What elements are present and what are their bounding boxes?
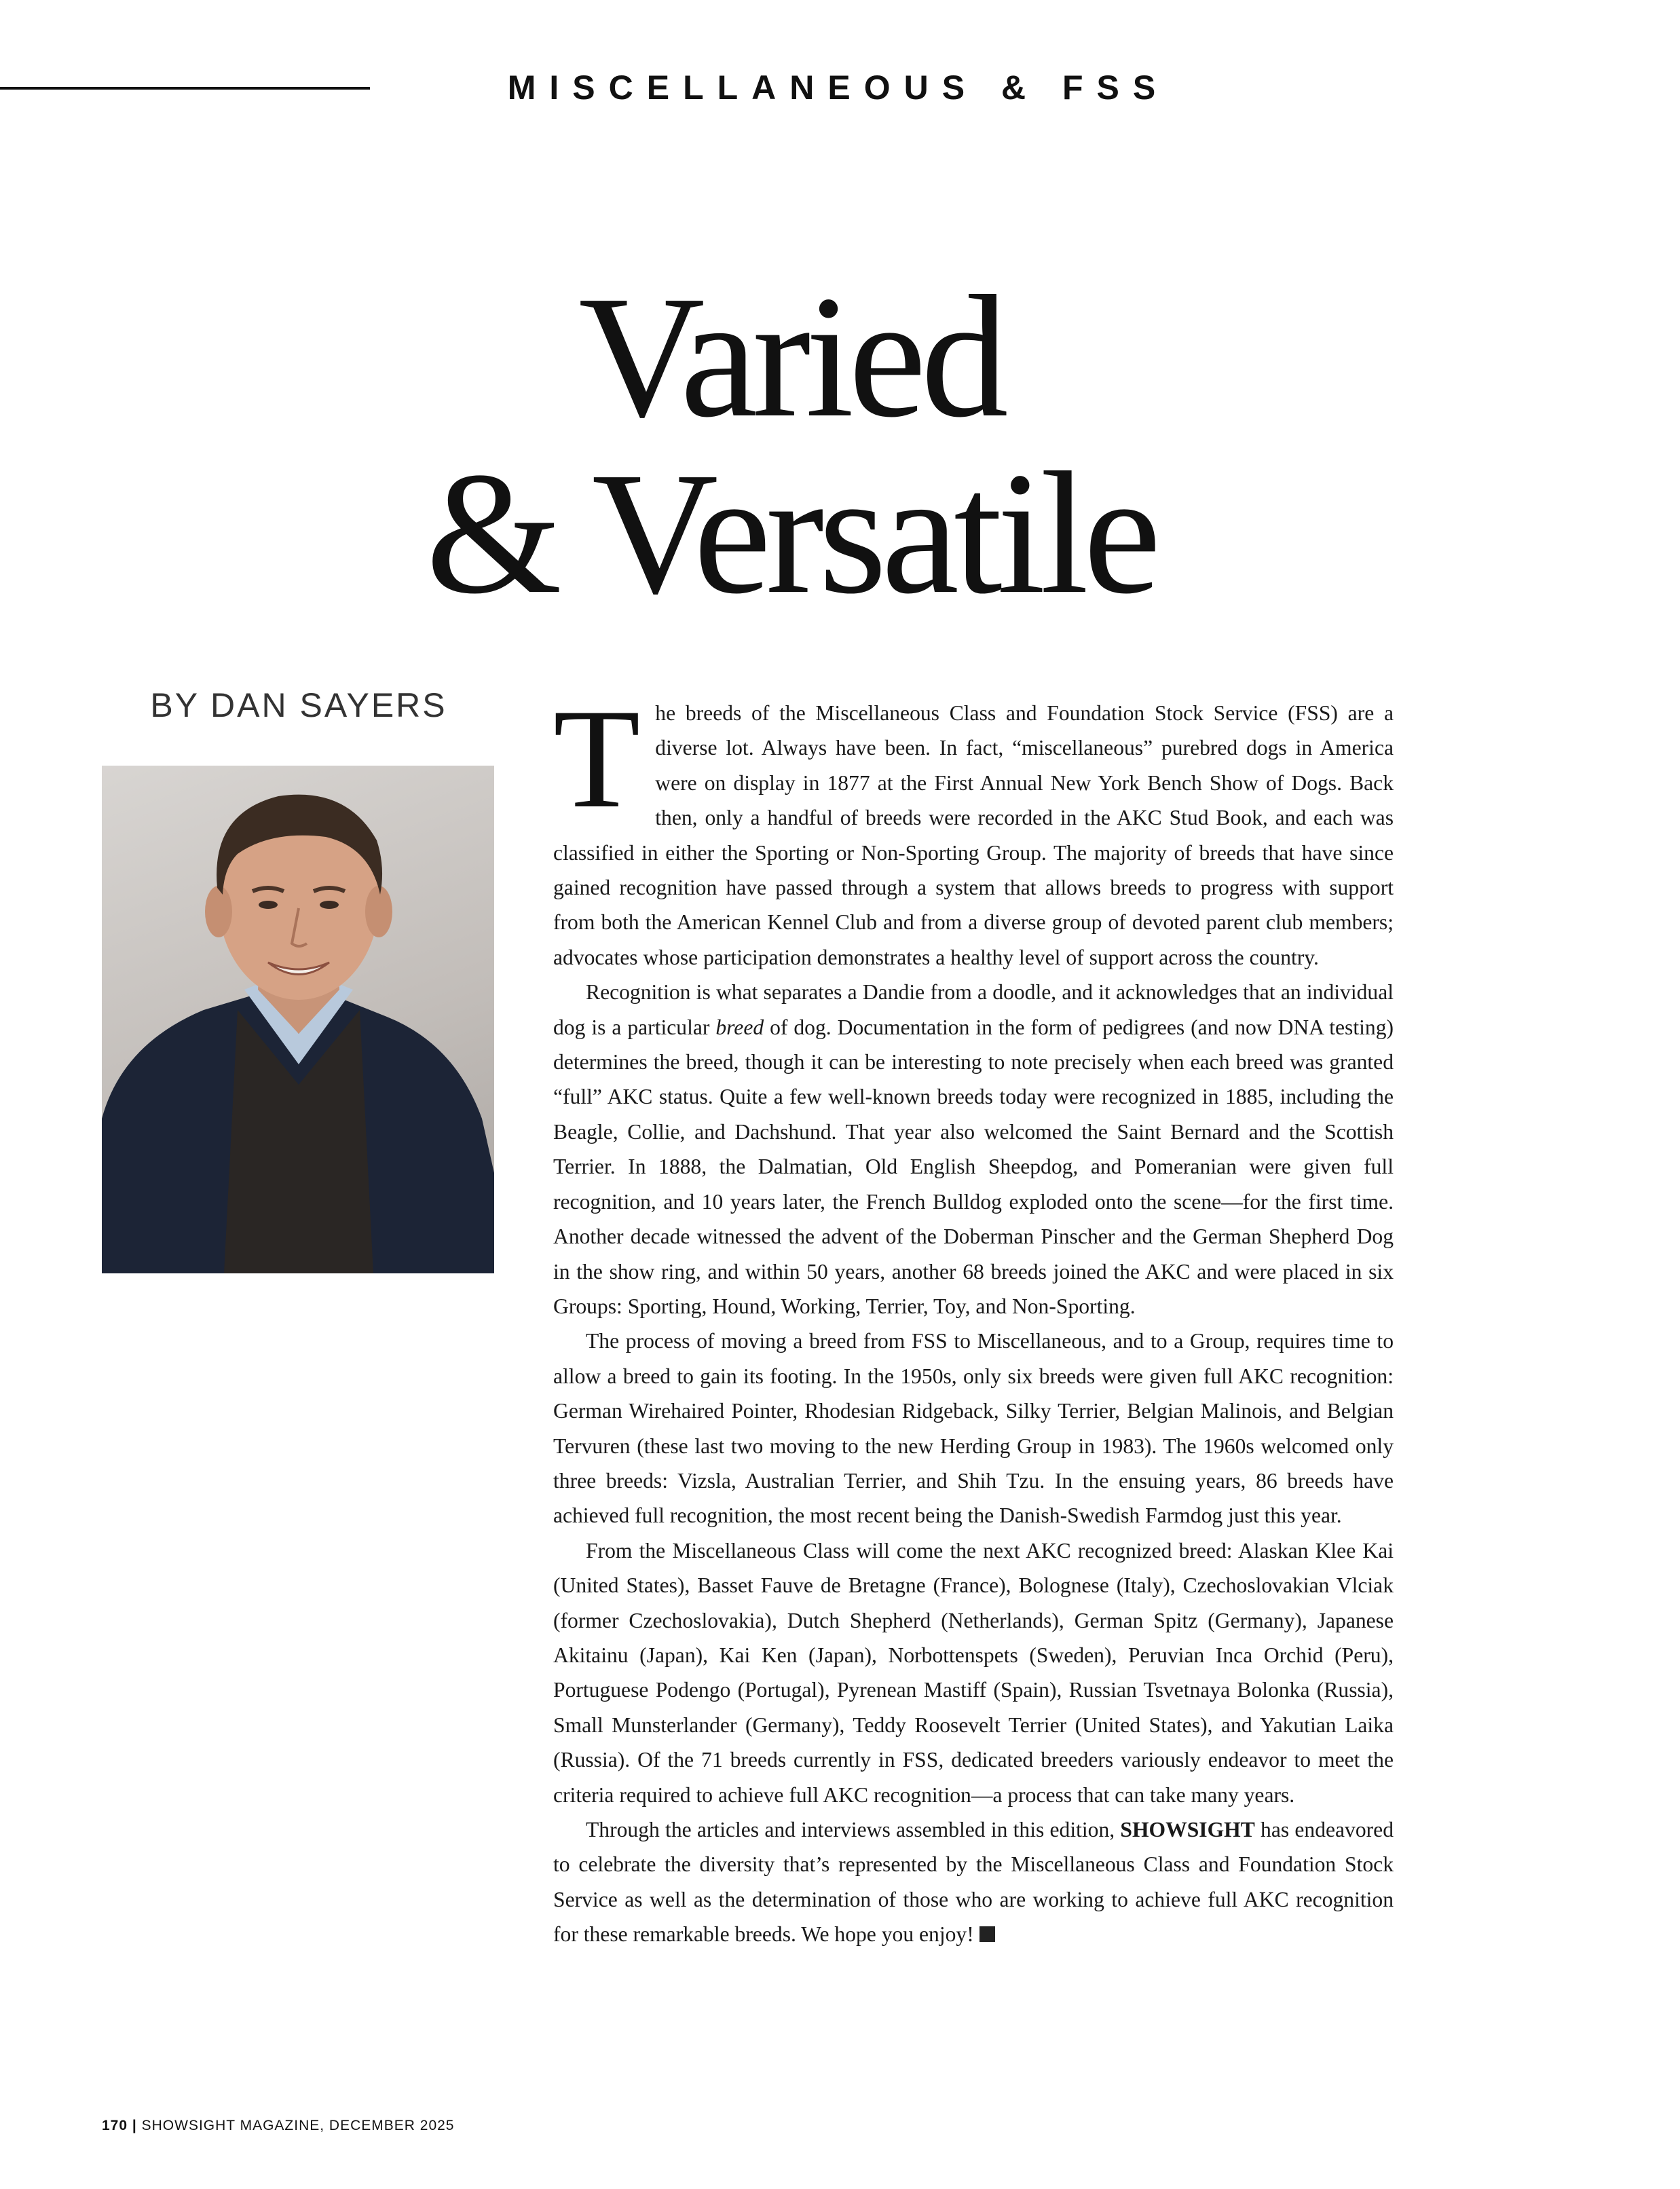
author-photo [102,766,494,1273]
page-footer [102,2118,455,2134]
byline: BY DAN SAYERS [150,686,447,724]
article-body [553,680,1394,1952]
paragraph-5-text-b: has endeavored to celebrate the diversity that’s represented by the Miscellaneous Class and Foundation Stock Service as well as the determination of those who are working to achieve full AKC recognition for these remarkable breeds. We hope you enjoy! [553,1818,1394,1947]
magazine-name: SHOWSIGHT [1120,1818,1255,1841]
title-line-2: & Versatile [426,436,1156,630]
paragraph-2 [553,975,1394,1324]
italic-breed: breed [715,1015,764,1039]
header-rule [0,87,370,90]
publication-info: SHOWSIGHT MAGAZINE, DECEMBER 2025 [141,2118,455,2133]
paragraph-5 [553,1812,1394,1952]
article-title [305,259,1276,630]
footer-separator: | [132,2118,137,2133]
paragraph-1-text: he breeds of the Miscellaneous Class and Foundation Stock Service (FSS) are a diverse lot. Always have been. In fact, “miscellaneous” purebred dogs in America were on display in 1877 at the First Annual New York Bench Show of Dogs. Back then, only a handful of breeds were recorded in the AKC Stud Book, and each was classified in either the Sporting or Non-Sporting Group. The majority of breeds that have since gained recognition have passed through a system that allows breeds to progress with support from both the American Kennel Club and from a diverse group of devoted parent club members; advocates whose participation demonstrates a healthy level of support across the country. [553,701,1394,969]
paragraph-1 [553,680,1394,975]
section-label: MISCELLANEOUS & FSS [507,69,1170,107]
title-line-1: Varied [578,259,1003,453]
page-number: 170 [102,2118,128,2133]
end-mark-icon [979,1926,995,1942]
paragraph-2-text-b: of dog. Documentation in the form of pedigrees (and now DNA testing) determines the breed, though it can be interesting to note precisely when each breed was granted “full” AKC status. Quite a few well-known breeds today were recognized in 1885, including the Beagle, Collie, and Dachshund. That year also welcomed the Saint Bernard and the Scottish Terrier. In 1888, the Dalmatian, Old English Sheepdog, and Pomeranian were given full recognition, and 10 years later, the French Bulldog exploded onto the scene—for the first time. Another decade witnessed the advent of the Doberman Pinscher and the German Shepherd Dog in the show ring, and within 50 years, another 68 breeds joined the AKC and were placed in six Groups: Sporting, Hound, Working, Terrier, Toy, and Non-Sporting. [553,1015,1394,1318]
drop-cap: T [553,680,641,838]
paragraph-3: The process of moving a breed from FSS to Miscellaneous, and to a Group, requires time to allow a breed to gain its footing. In the 1950s, only six breeds were given full AKC recognition: German Wirehaired Pointer, Rhodesian Ridgeback, Silky Terrier, Belgian Malinois, and Belgian Tervuren (these last two moving to the new Herding Group in 1983). The 1960s welcomed only three breeds: Vizsla, Australian Terrier, and Shih Tzu. In the ensuing years, 86 breeds have achieved full recognition, the most recent being the Danish-Swedish Farmdog just this year. [553,1329,1394,1528]
paragraph-4: From the Miscellaneous Class will come the next AKC recognized breed: Alaskan Klee Kai (United States), Basset Fauve de Bretagne (France), Bolognese (Italy), Czechoslovakian Vlciak (former Czechoslovakia), Dutch Shepherd (Netherlands), German Spitz (Germany), Japanese Akitainu (Japan), Kai Ken (Japan), Norbottenspets (Sweden), Peruvian Inca Orchid (Peru), Portuguese Podengo (Portugal), Pyrenean Mastiff (Spain), Russian Tsvetnaya Bolonka (Russia), Small Munsterlander (Germany), Teddy Roosevelt Terrier (United States), and Yakutian Laika (Russia). Of the 71 breeds currently in FSS, dedicated breeders variously endeavor to meet the criteria required to achieve full AKC recognition—a process that can take many years. [553,1538,1394,1807]
paragraph-2-text-a: Recognition is what separates a Dandie from a doodle, and it acknowledges that an individual dog is a particular [553,980,1394,1039]
paragraph-5-text-a: Through the articles and interviews assembled in this edition, [586,1818,1121,1841]
